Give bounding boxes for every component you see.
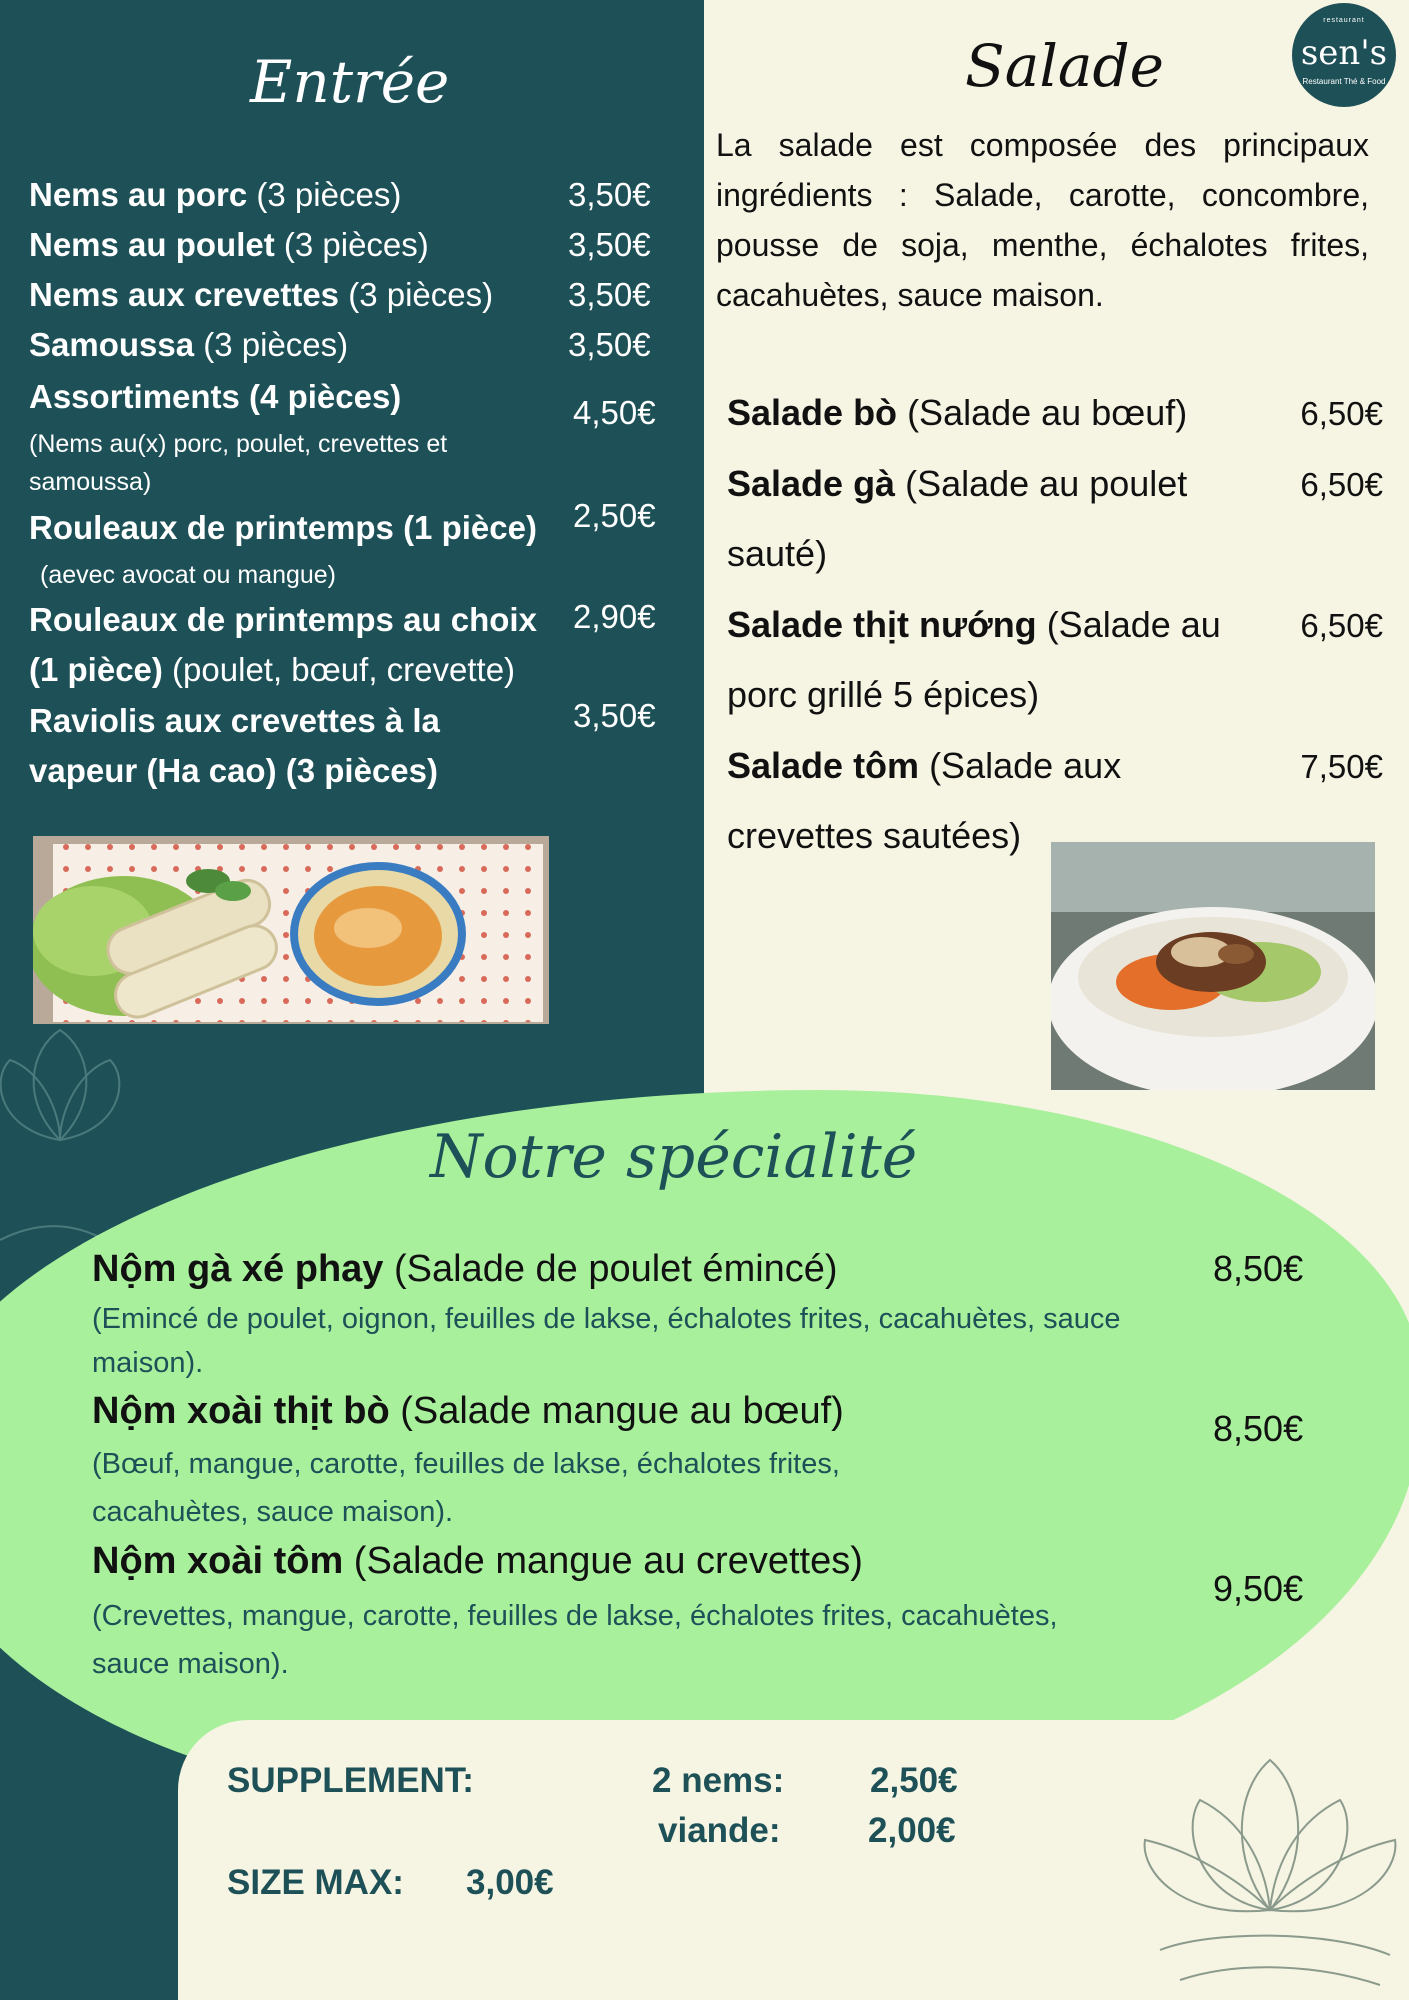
entree-item: Raviolis aux crevettes à la vapeur (Ha cao) (3 pièces) (29, 702, 440, 789)
salade-photo (1051, 842, 1375, 1090)
specialite-desc: (Bœuf, mangue, carotte, feuilles de lakse, échalotes frites, cacahuètes, sauce maison). (92, 1448, 848, 1528)
entree-item: Nems au poulet (3 pièces) (29, 226, 429, 263)
salade-intro: La salade est composée des principaux ingrédients : Salade, carotte, concombre, pousse de soja, menthe, échalotes frites, cacahuètes, sauce maison. (716, 127, 1369, 313)
specialite-item: Nộm xoài tôm (Salade mangue au crevettes) (92, 1540, 863, 1582)
specialite-desc: (Crevettes, mangue, carotte, feuilles de lakse, échalotes frites, cacahuètes, sauce maison). (92, 1600, 1058, 1680)
logo-top-text: restaurant (1323, 17, 1365, 24)
entree-price: 3,50€ (568, 226, 651, 263)
specialite-item: Nộm gà xé phay (Salade de poulet émincé) (92, 1248, 838, 1290)
salade-item: Salade thịt nướng (Salade au porc grillé 5 épices) (727, 604, 1221, 715)
specialite-desc: (Emincé de poulet, oignon, feuilles de lakse, échalotes frites, cacahuètes, sauce maison). (92, 1303, 1121, 1379)
entree-item: Assortiments (4 pièces) (29, 378, 402, 415)
entree-item: Samoussa (3 pièces) (29, 326, 349, 363)
supplement-label: SUPPLEMENT: (227, 1761, 474, 1800)
size-max-price: 3,00€ (466, 1863, 554, 1902)
entree-price: 3,50€ (568, 176, 651, 213)
salade-price: 6,50€ (1300, 466, 1383, 503)
salade-item: Salade bò (Salade au bœuf) (727, 392, 1188, 433)
entree-price: 2,90€ (573, 598, 656, 635)
salade-price: 6,50€ (1300, 395, 1383, 432)
specialite-price: 9,50€ (1213, 1568, 1304, 1609)
entree-item: Nems aux crevettes (3 pièces) (29, 276, 494, 313)
salade-price: 6,50€ (1300, 607, 1383, 644)
size-max-label: SIZE MAX: (227, 1863, 404, 1902)
entree-item: Rouleaux de printemps au choix (1 pièce) (poulet, bœuf, crevette) (29, 601, 537, 688)
logo-subtitle: Restaurant Thé & Food (1302, 77, 1386, 86)
salade-price: 7,50€ (1300, 748, 1383, 785)
entree-price: 2,50€ (573, 497, 656, 534)
supplement-viande-label: viande: (658, 1811, 781, 1850)
lotus-decoration-right (1120, 1740, 1409, 2000)
entree-title: Entrée (250, 48, 450, 116)
specialite-item: Nộm xoài thịt bò (Salade mangue au bœuf) (92, 1390, 844, 1432)
sens-logo (1292, 3, 1396, 107)
specialite-price: 8,50€ (1213, 1248, 1304, 1289)
supplement-nems-price: 2,50€ (870, 1761, 958, 1800)
entree-note: (aevec avocat ou mangue) (40, 561, 337, 589)
entree-price: 3,50€ (568, 326, 651, 363)
entree-item: Nems au porc (3 pièces) (29, 176, 402, 213)
specialite-price: 8,50€ (1213, 1408, 1304, 1449)
salade-title: Salade (965, 32, 1164, 100)
nems-photo (33, 836, 549, 1024)
supplement-nems-label: 2 nems: (652, 1761, 785, 1800)
entree-note: (Nems au(x) porc, poulet, crevettes et samoussa) (29, 430, 448, 496)
supplement-viande-price: 2,00€ (868, 1811, 956, 1850)
entree-price: 3,50€ (568, 276, 651, 313)
salade-item: Salade gà (Salade au poulet sauté) (727, 463, 1188, 574)
entree-item: Rouleaux de printemps (1 pièce) (29, 509, 537, 546)
entree-price: 4,50€ (573, 394, 656, 431)
specialite-title: Notre spécialité (430, 1122, 918, 1192)
salade-item: Salade tôm (Salade aux crevettes sautées) (727, 745, 1122, 856)
entree-price: 3,50€ (573, 697, 656, 734)
logo-name: sen's (1300, 33, 1388, 73)
